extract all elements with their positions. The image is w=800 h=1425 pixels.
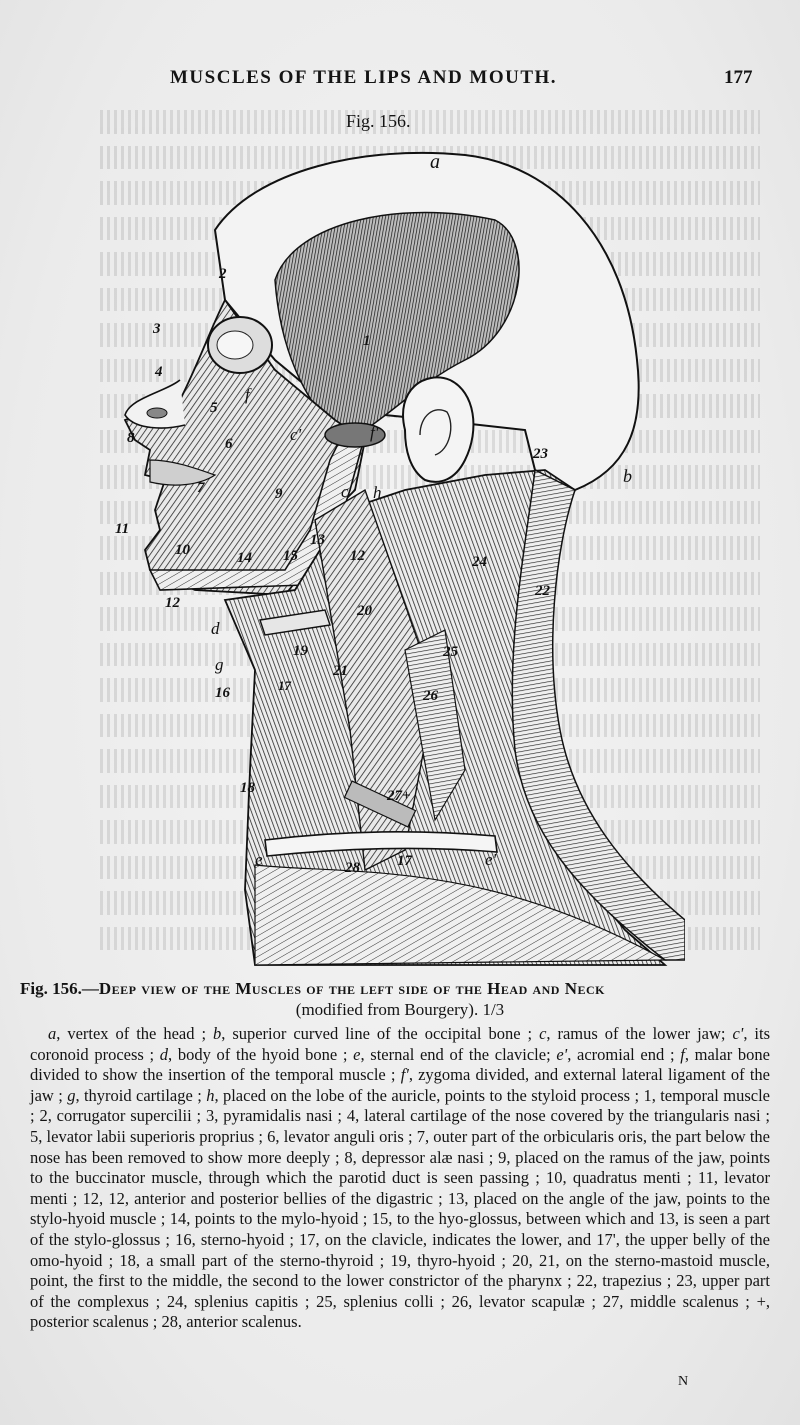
label-13: 13 — [310, 532, 325, 548]
signature-mark: N — [678, 1374, 689, 1389]
label-b: b — [623, 466, 632, 486]
label-8: 8 — [127, 430, 135, 446]
nose — [125, 380, 185, 428]
caption-key: f — [680, 1044, 685, 1064]
caption-lead: Fig. 156.— — [20, 979, 99, 998]
figure-caption-title — [20, 978, 780, 1000]
label-7: 7 — [197, 480, 205, 496]
label-18: 18 — [240, 780, 255, 796]
caption-title-text: Deep view of the Muscles of the left side of the Head and Neck — [98, 979, 606, 998]
label-19: 19 — [293, 643, 308, 659]
label-4: 4 — [155, 364, 163, 380]
label-12a: 12 — [165, 595, 180, 611]
label-17a: 17 — [397, 853, 412, 869]
label-28: 28 — [345, 860, 360, 876]
caption-desc: , body of the hyoid bone ; — [168, 1044, 354, 1064]
label-1: 1 — [363, 333, 371, 349]
label-22: 22 — [535, 583, 550, 599]
label-g: g — [215, 655, 224, 674]
running-title: MUSCLES OF THE LIPS AND MOUTH. — [170, 67, 558, 88]
figure-caption-subtitle — [0, 999, 800, 1021]
label-24: 24 — [472, 554, 487, 570]
label-12b: 12 — [350, 548, 365, 564]
caption-key: h — [206, 1085, 215, 1105]
label-20: 20 — [357, 603, 372, 619]
caption-key: b — [212, 1024, 222, 1043]
caption-key: c — [539, 1024, 547, 1043]
caption-desc: , malar bone divided to show the insertion of the temporal muscle ; — [30, 1044, 770, 1085]
label-15: 15 — [283, 548, 298, 564]
label-h: h — [373, 483, 382, 502]
caption-key: d — [159, 1044, 169, 1064]
caption-key: f' — [400, 1065, 409, 1085]
caption-key: a — [48, 1024, 57, 1043]
auricle — [403, 377, 473, 481]
label-5: 5 — [210, 400, 218, 416]
caption-desc: , thyroid cartilage ; — [75, 1085, 207, 1105]
label-c: c — [341, 482, 349, 501]
label-9: 9 — [275, 486, 283, 502]
anatomical-illustration — [105, 130, 685, 970]
label-2: 2 — [219, 266, 227, 282]
label-17b: 17 — [278, 678, 291, 693]
label-10: 10 — [175, 542, 190, 558]
label-d: d — [211, 619, 220, 638]
caption-desc: , superior curved line of the occipital bone ; — [221, 1024, 540, 1043]
caption-key: e — [353, 1044, 361, 1064]
page-number: 177 — [724, 67, 753, 88]
caption-scale: 1/3 — [482, 1000, 505, 1019]
label-f: f — [245, 385, 250, 404]
label-c-prime: c' — [290, 425, 302, 444]
caption-key: e' — [556, 1044, 568, 1064]
figure-caption-body — [30, 1024, 770, 1333]
label-a: a — [430, 151, 440, 173]
caption-desc: , placed on the lobe of the auricle, points to the styloid process ; 1, temporal muscle ; 2, corrugator supercilii ; 3, pyramidalis nasi ; 4, lateral cartilage of the nose covered by the triangularis nasi ; 5, levator labii superioris proprius ; 6, levator anguli oris ; 7, outer part of the orbicularis oris, the part below the nose has been removed to show more deeply ; 8, depressor alæ nasi ; 9, placed on the ramus of the jaw, points to the buccinator muscle, through which the parotid duct is seen passing ; 10, quadratus menti ; 11, levator menti ; 12, 12, anterior and posterior bellies of the digastric ; 13, placed on the angle of the jaw, points to the stylo-hyoid muscle ; 14, points to the mylo-hyoid ; 15, to the hyo-glossus, between which and 13, is seen a part of the stylo-glossus ; 16, sterno-hyoid ; 17, on the clavicle, indicates the lower, and 17', the upper belly of the omo-hyoid ; 18, a small part of the sterno-thyroid ; 19, thyro-hyoid ; 20, 21, on the sterno-mastoid muscle, point, the first to the middle, the second to the lower constrictor of the pharynx ; 22, trapezius ; 23, upper part of the complexus ; 24, splenius capitis ; 25, splenius colli ; 26, levator scapulæ ; 27, middle scalenus ; +, posterior scalenus ; 28, anterior scalenus. — [30, 1085, 770, 1332]
label-e-prime: e' — [485, 850, 497, 869]
figure-number: Fig. 156. — [346, 111, 411, 131]
caption-desc: , its coronoid process ; — [30, 1024, 771, 1064]
label-25: 25 — [443, 644, 458, 660]
caption-desc: , vertex of the head ; — [56, 1024, 213, 1043]
label-14: 14 — [237, 550, 252, 566]
label-23: 23 — [533, 446, 548, 462]
label-6: 6 — [225, 436, 233, 452]
label-27: 27+ — [387, 788, 411, 804]
caption-desc: , sternal end of the clavicle; — [360, 1044, 557, 1064]
label-11: 11 — [115, 521, 130, 537]
caption-desc: , ramus of the lower jaw; — [546, 1024, 733, 1043]
label-e: e — [255, 850, 263, 869]
label-21: 21 — [333, 663, 348, 679]
label-3: 3 — [153, 321, 161, 337]
caption-desc: , zygoma divided, and external lateral ligament of the jaw ; — [30, 1065, 770, 1105]
label-16: 16 — [215, 685, 230, 701]
label-f-prime: f' — [370, 423, 379, 442]
caption-desc: , acromial end ; — [567, 1044, 681, 1064]
caption-source: (modified from Bourgery). — [295, 1000, 479, 1019]
label-26: 26 — [423, 688, 438, 704]
caption-key: c' — [732, 1024, 744, 1043]
caption-key: g — [67, 1085, 76, 1105]
